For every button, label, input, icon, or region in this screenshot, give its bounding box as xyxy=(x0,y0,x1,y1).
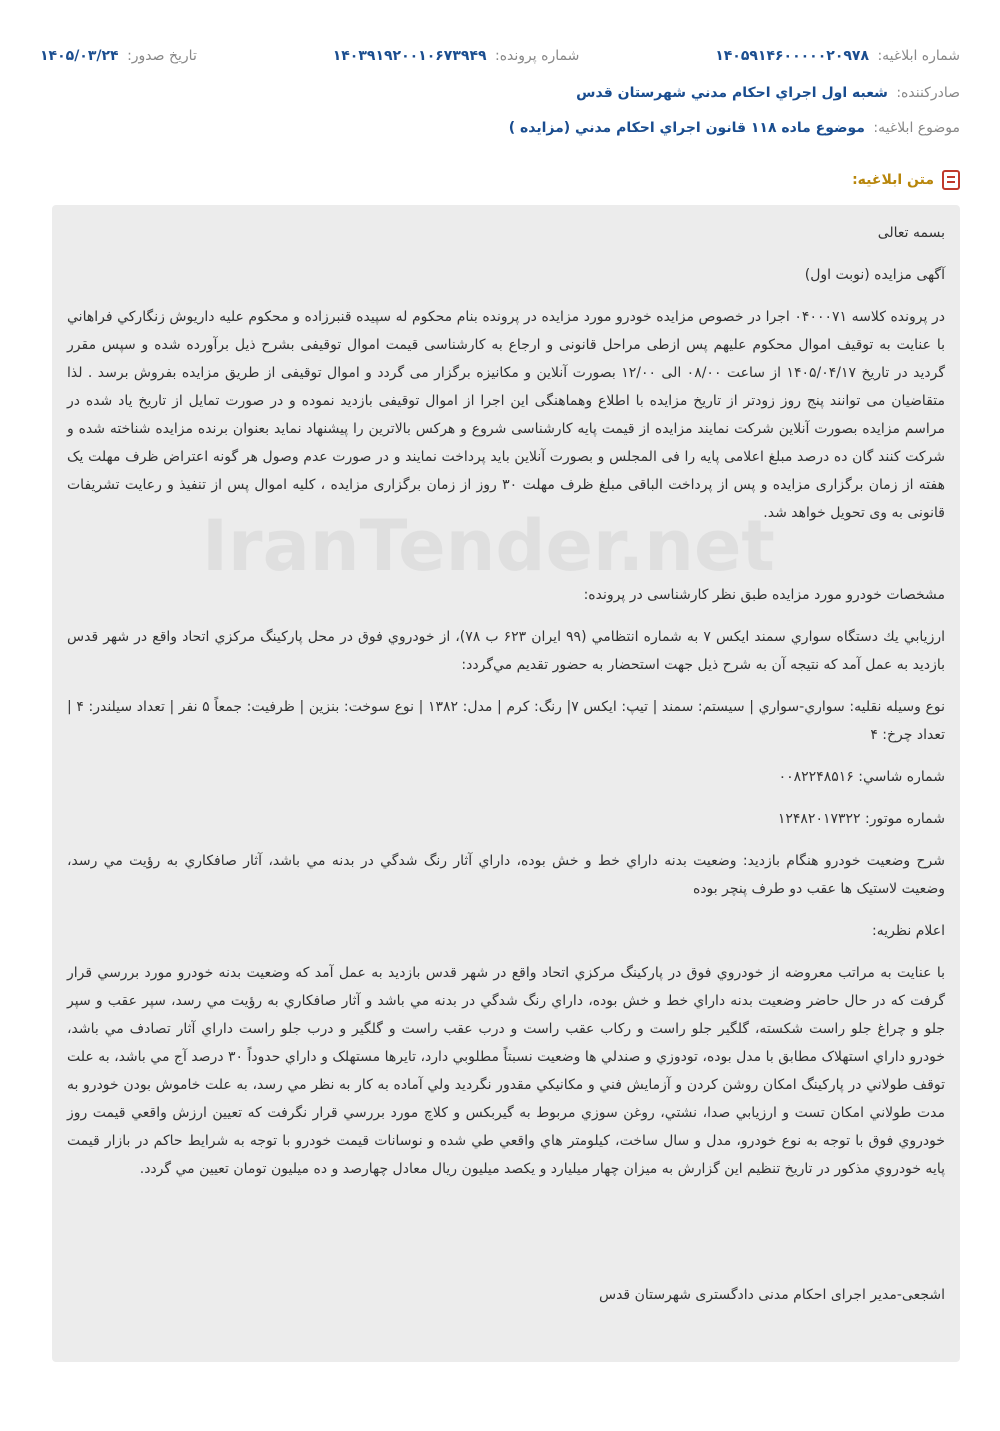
paragraph-vehicle-appraisal: ارزيابي يك دستگاه سواري سمند ايكس ۷ به شماره انتظامي (۹۹ ایران ۶۲۳ ب ۷۸)، از خودروي فوق در محل پارکينگ مرکزي اتحاد واقع در شهر قدس بازديد به عمل آمد كه نتيجه آن به شرح ذيل جهت استحضار به حضور تقديم مي‌گردد: xyxy=(67,629,945,673)
subject-value: موضوع ماده ۱۱۸ قانون اجراي احکام مدني (مزايده ) xyxy=(508,120,865,136)
watermark: IranTender.net xyxy=(202,505,775,587)
paragraph-vehicle-type: نوع وسيله نقليه: سواري-سواري | سيستم: سمند | تيپ: ايکس ۷| رنگ: کرم | مدل: ۱۳۸۲ | نوع سوخت: بنزين | ظرفيت: جمعاً ۵ نفر | تعداد سيلندر: ۴ | تعداد چرخ: ۴ xyxy=(67,699,946,743)
spacer xyxy=(67,541,945,581)
paragraph-opinion-title: اعلام نظريه: xyxy=(872,923,945,939)
paragraph-opinion: با عنايت به مراتب معروضه از خودروي فوق در پارکينگ مرکزي اتحاد واقع در شهر قدس بازديد به عمل آمد که وضعيت بدنه خودرو مورد بررسي قرار گرفت که در حال حاضر وضعيت بدنه داراي خط و خش بوده، داراي رنگ شدگي در بدنه مي باشد و آثار صافکاري به رؤيت مي رسد، سپر عقب و سپر جلو و چراغ جلو راست شکسته، گلگير جلو راست و رکاب عقب راست و درب عقب راست و گلگير و درب جلو راست داراي آثار تصادف مي باشد، خودرو داراي استهلاک مطابق با مدل بوده، تودوزي و صندلي ها وضعيت نسبتاً مطلوبي دارد، تايرها مستهلک و داراي حدوداً ۳۰ درصد آج مي باشد، به علت توقف طولاني در پارکينگ امکان روشن کردن و آزمايش فني و مکانيکي مقدور نگرديد ولي آماده به کار به نظر مي رسد، به علت خاموش بودن خودرو به مدت طولاني امکان تست و ارزيابي صدا، نشتي، روغن سوزي مربوط به گيربکس و کلاچ مورد بررسي قرار نگرفت که تعيين ارزش واقعي قيمت روز خودروي فوق با توجه به نوع خودرو، مدل و سال ساخت، کيلومتر هاي واقعي طي شده و نوسانات قيمت خودرو با توجه به شرايط حاکم در بازار قيمت پايه خودروي مذکور در تاريخ تنظيم اين گزارش به ميزان چهار ميليارد و يکصد ميليون ريال معادل چهارصد و ده ميليون تومان تعيين مي گردد. xyxy=(67,965,945,1177)
meta-row xyxy=(40,48,960,64)
paragraph-bismillah: بسمه تعالی xyxy=(877,225,945,241)
paragraph-chassis-number: شماره شاسي: ۰۰۸۲۲۴۸۵۱۶ xyxy=(778,769,945,785)
case-number-value: ۱۴۰۳۹۱۹۲۰۰۱۰۶۷۳۹۴۹ xyxy=(332,48,487,64)
notice-number xyxy=(715,48,960,64)
document-icon xyxy=(942,170,960,190)
paragraph-condition: شرح وضعيت خودرو هنگام بازديد: وضعيت بدنه داراي خط و خش بوده، داراي آثار رنگ شدگي در بدنه مي باشد، آثار صافکاري به رؤيت مي رسد، وضعيت لاستيک ها عقب دو طرف پنچر بوده xyxy=(67,853,945,897)
notice-text-box xyxy=(52,205,960,1362)
subject-line xyxy=(509,120,960,136)
subject-label: موضوع ابلاغیه: xyxy=(873,120,960,136)
paragraph-auction-title: آگهی مزایده (نوبت اول) xyxy=(804,267,945,283)
paragraph-vehicle-specs-title: مشخصات خودرو مورد مزایده طبق نظر کارشناسی در پرونده: xyxy=(583,587,945,603)
notice-number-value: ۱۴۰۵۹۱۴۶۰۰۰۰۰۲۰۹۷۸ xyxy=(715,48,869,64)
section-title xyxy=(852,170,960,190)
paragraph-auction-details: در پرونده کلاسه ۰۴۰۰۰۷۱ اجرا در خصوص مزایده خودرو مورد مزایده در پرونده بنام محکوم له سپیده قنبرزاده و محکوم علیه داریوش زنگارکي فراهاني با عنایت به توقیف اموال محکوم علیهم پس ازطی مراحل قانونی و ارجاع به کارشناسی قیمت اموال توقیفی بشرح ذیل برآورده شده و سپس مقرر گردید در تاریخ ۱۴۰۵/۰۴/۱۷ از ساعت ۰۸/۰۰ الی ۱۲/۰۰ بصورت آنلاین و مکانیزه برگزار می گردد و اموال توقیفی از طریق مزایده بفروش برسد . لذا متقاضیان می توانند پنج روز زودتر از تاریخ مزایده با اطلاع وهماهنگی این اجرا از اموال توقیفی بازدید نموده و در صورت تمایل از تاریخ یاد شده در مراسم مزایده بصورت آنلاین شرکت نمایند مزایده از قیمت پایه کارشناسی شروع و هرکس بالاترین را پیشنهاد نماید بعنوان برنده مزایده شناخته شده و شرکت کنند گان ده درصد مبلغ اعلامی پایه را فی المجلس و بصورت آنلاین باید پرداخت نمایند و در صورت عدم وصول هر گونه اعتراض ظرف مهلت یک هفته از زمان برگزاری مزایده و پس از پرداخت الباقی مبلغ ظرف مهلت ۳۰ روز از زمان برگزاری مزایده ، کلیه اموال پس از تنفیذ و رعایت تشریفات قانونی به وی تحویل خواهد شد. xyxy=(67,309,946,521)
issuer-label: صادرکننده: xyxy=(896,85,960,101)
section-title-text: متن ابلاغیه: xyxy=(852,172,934,188)
paragraph-signature: اشجعی-مدیر اجرای احکام مدنی دادگستری شهرستان قدس xyxy=(598,1287,945,1303)
paragraph-engine-number: شماره موتور: ۱۲۴۸۲۰۱۷۳۲۲ xyxy=(777,811,945,827)
notice-number-label: شماره ابلاغیه: xyxy=(877,48,960,64)
issue-date xyxy=(40,48,197,64)
issue-date-value: ۱۴۰۵/۰۳/۲۴ xyxy=(40,48,119,64)
issuer-value: شعبه اول اجراي احکام مدني شهرستان قدس xyxy=(576,85,888,101)
case-number-label: شماره پرونده: xyxy=(494,48,580,64)
issue-date-label: تاریخ صدور: xyxy=(127,48,197,64)
case-number xyxy=(333,48,580,64)
spacer xyxy=(67,1197,945,1281)
issuer-line xyxy=(576,85,960,101)
